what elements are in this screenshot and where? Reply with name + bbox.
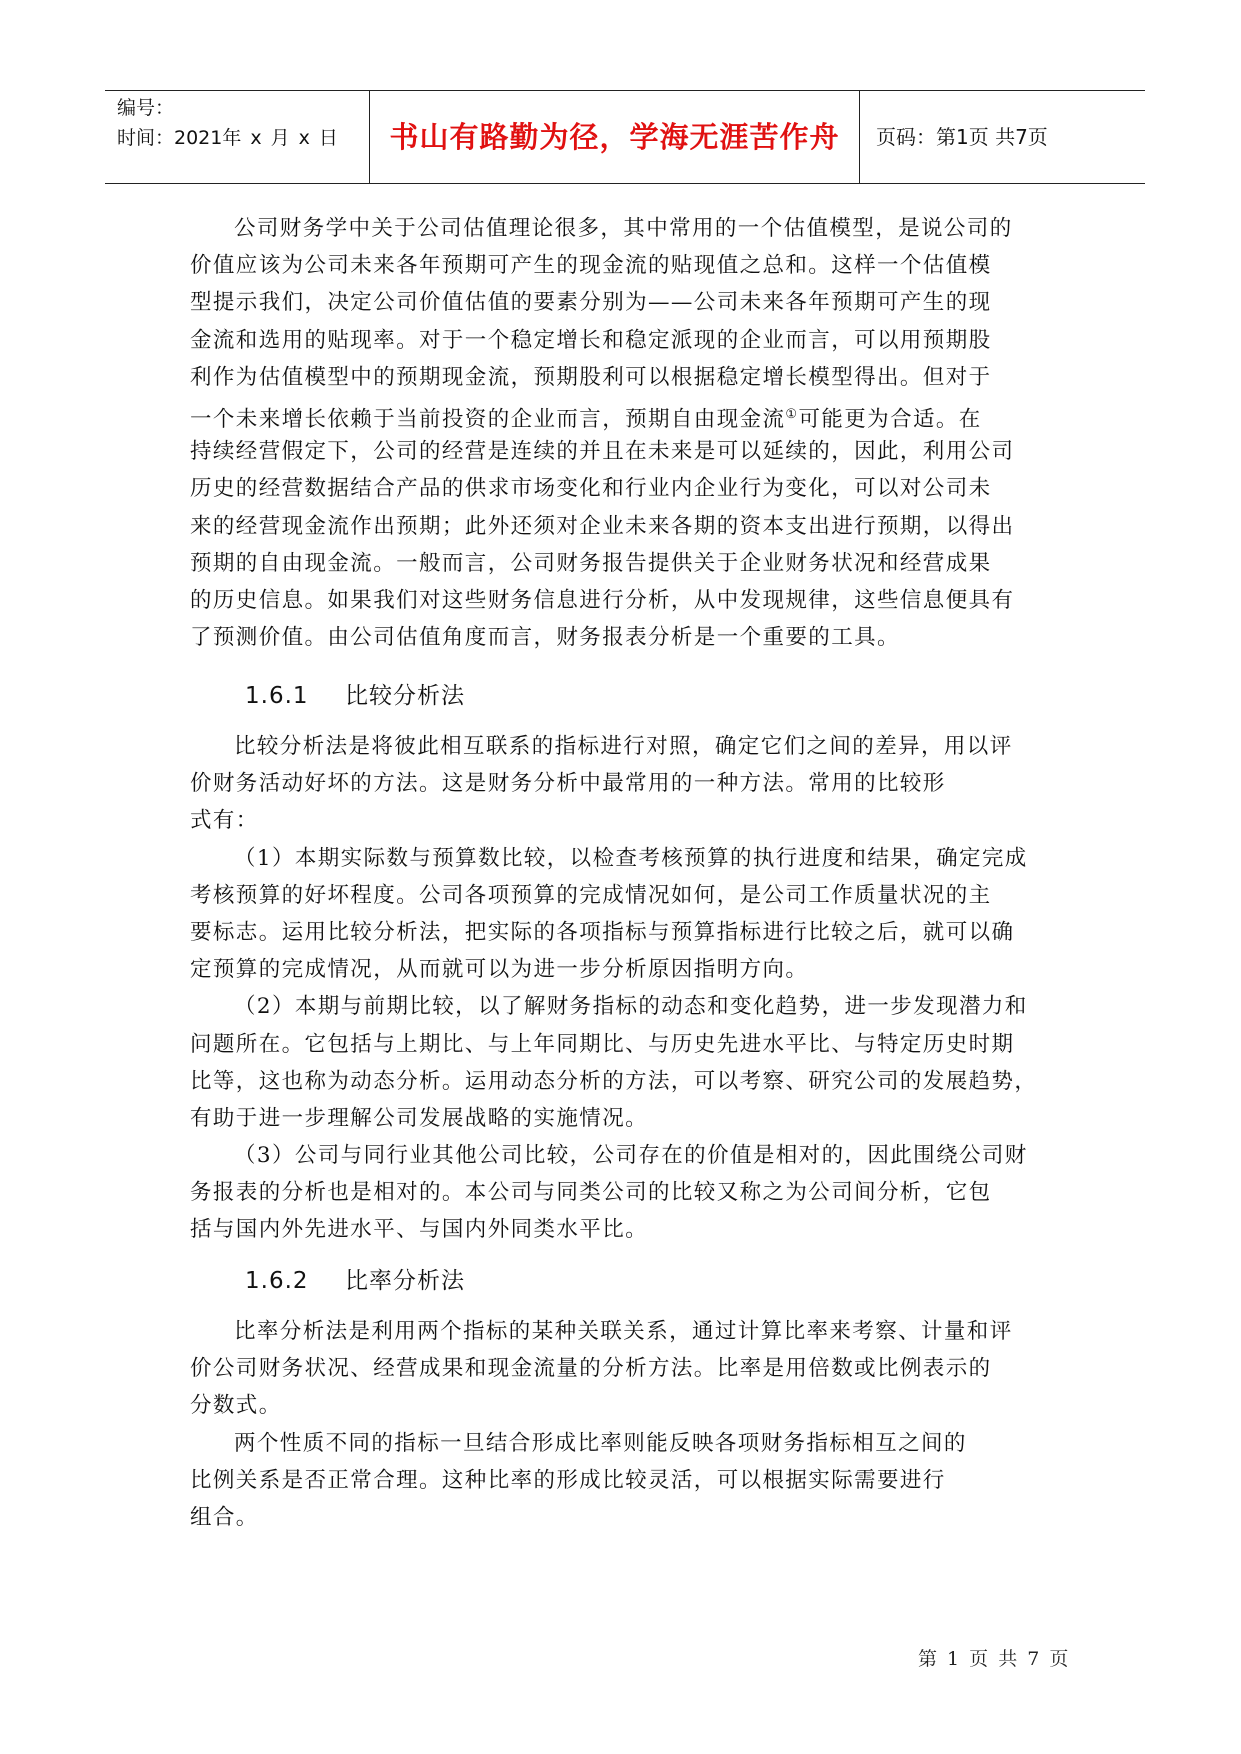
header-page-cell — [860, 91, 1145, 183]
text-line: 务报表的分析也是相对的。本公司与同类公司的比较又称之为公司间分析，它包 — [190, 1180, 992, 1206]
text-line: 价财务活动好坏的方法。这是财务分析中最常用的一种方法。常用的比较形 — [190, 771, 946, 797]
motto: 书山有路勤为径，学海无涯苦作舟 — [389, 120, 840, 154]
text-line: （3）公司与同行业其他公司比较，公司存在的价值是相对的，因此围绕公司财 — [234, 1143, 1028, 1169]
text-line: 的历史信息。如果我们对这些财务信息进行分析，从中发现规律，这些信息便具有 — [190, 587, 1015, 613]
text-line: 比率分析法是利用两个指标的某种关联关系，通过计算比率来考察、计量和评 — [234, 1319, 1013, 1344]
section-heading-2 — [245, 1262, 465, 1295]
text-line: 了预测价值。由公司估值角度而言，财务报表分析是一个重要的工具。 — [190, 625, 900, 651]
date-label — [117, 123, 369, 153]
section-number: 1.6.1 — [245, 683, 309, 709]
text-line: 价公司财务状况、经营成果和现金流量的分析方法。比率是用倍数或比例表示的 — [190, 1356, 992, 1382]
header-meta — [105, 91, 370, 183]
text-line: （1）本期实际数与预算数比较，以检查考核预算的执行进度和结果，确定完成 — [234, 845, 1028, 871]
text-line: 分数式。 — [190, 1393, 282, 1419]
text-line: 历史的经营数据结合产品的供求市场变化和行业内企业行为变化，可以对公司未 — [190, 476, 992, 502]
section-title: 比率分析法 — [345, 1268, 465, 1294]
text-line: 比例关系是否正常合理。这种比率的形成比较灵活，可以根据实际需要进行 — [190, 1467, 946, 1493]
date-day: 日 — [318, 127, 338, 149]
text-line: 组合。 — [190, 1504, 259, 1530]
text-line: 比等，这也称为动态分析。运用动态分析的方法，可以考察、研究公司的发展趋势， — [190, 1068, 1038, 1094]
text-line: 来的经营现金流作出预期；此外还须对企业未来各期的资本支出进行预期，以得出 — [190, 513, 1015, 539]
text-line: 定预算的完成情况，从而就可以为进一步分析原因指明方向。 — [190, 957, 809, 983]
text-segment: 可能更为合适。在 — [798, 407, 982, 433]
section-title: 比较分析法 — [345, 683, 465, 709]
text-line: 括与国内外先进水平、与国内外同类水平比。 — [190, 1217, 649, 1243]
date-prefix: 时间：2021年 — [117, 127, 242, 149]
number-label: 编号： — [117, 97, 175, 119]
page-footer: 第 1 页 共 7 页 — [918, 1648, 1071, 1670]
page-label: 页码：第1页 共7页 — [876, 125, 1048, 149]
text-line: 两个性质不同的指标一旦结合形成比率则能反映各项财务指标相互之间的 — [234, 1430, 967, 1456]
date-x2: x — [298, 127, 310, 149]
section-1-body — [190, 728, 1060, 1249]
document-body — [190, 210, 1060, 656]
text-line: 持续经营假定下，公司的经营是连续的并且在未来是可以延续的，因此，利用公司 — [190, 439, 1015, 465]
text-line: 利作为估值模型中的预期现金流，预期股利可以根据稳定增长模型得出。但对于 — [190, 364, 992, 390]
section-number: 1.6.2 — [245, 1268, 309, 1294]
text-line: 式有： — [190, 808, 259, 834]
page-header — [105, 90, 1145, 184]
text-line — [190, 396, 1060, 433]
text-line: 比较分析法是将彼此相互联系的指标进行对照，确定它们之间的差异，用以评 — [234, 734, 1013, 759]
section-heading-1 — [245, 677, 465, 710]
header-motto-cell — [370, 91, 860, 183]
date-month: 月 — [270, 127, 290, 149]
text-line: 金流和选用的贴现率。对于一个稳定增长和稳定派现的企业而言，可以用预期股 — [190, 327, 992, 353]
text-line: 考核预算的好坏程度。公司各项预算的完成情况如何，是公司工作质量状况的主 — [190, 882, 992, 908]
text-segment: 一个未来增长依赖于当前投资的企业而言，预期自由现金流 — [190, 407, 786, 433]
text-line: 型提示我们，决定公司价值估值的要素分别为——公司未来各年预期可产生的现 — [190, 290, 992, 316]
intro-paragraph — [190, 210, 1060, 656]
text-line: 预期的自由现金流。一般而言，公司财务报告提供关于企业财务状况和经营成果 — [190, 550, 992, 576]
text-line: 问题所在。它包括与上期比、与上年同期比、与历史先进水平比、与特定历史时期 — [190, 1031, 1015, 1057]
footnote-marker: ① — [785, 406, 799, 422]
text-line: 公司财务学中关于公司估值理论很多，其中常用的一个估值模型，是说公司的 — [234, 216, 1013, 241]
date-x1: x — [250, 127, 262, 149]
text-line: 价值应该为公司未来各年预期可产生的现金流的贴现值之总和。这样一个估值模 — [190, 253, 992, 279]
section-2-body — [190, 1313, 1060, 1536]
text-line: （2）本期与前期比较，以了解财务指标的动态和变化趋势，进一步发现潜力和 — [234, 994, 1028, 1020]
text-line: 有助于进一步理解公司发展战略的实施情况。 — [190, 1105, 649, 1131]
text-line: 要标志。运用比较分析法，把实际的各项指标与预算指标进行比较之后，就可以确 — [190, 919, 1015, 945]
